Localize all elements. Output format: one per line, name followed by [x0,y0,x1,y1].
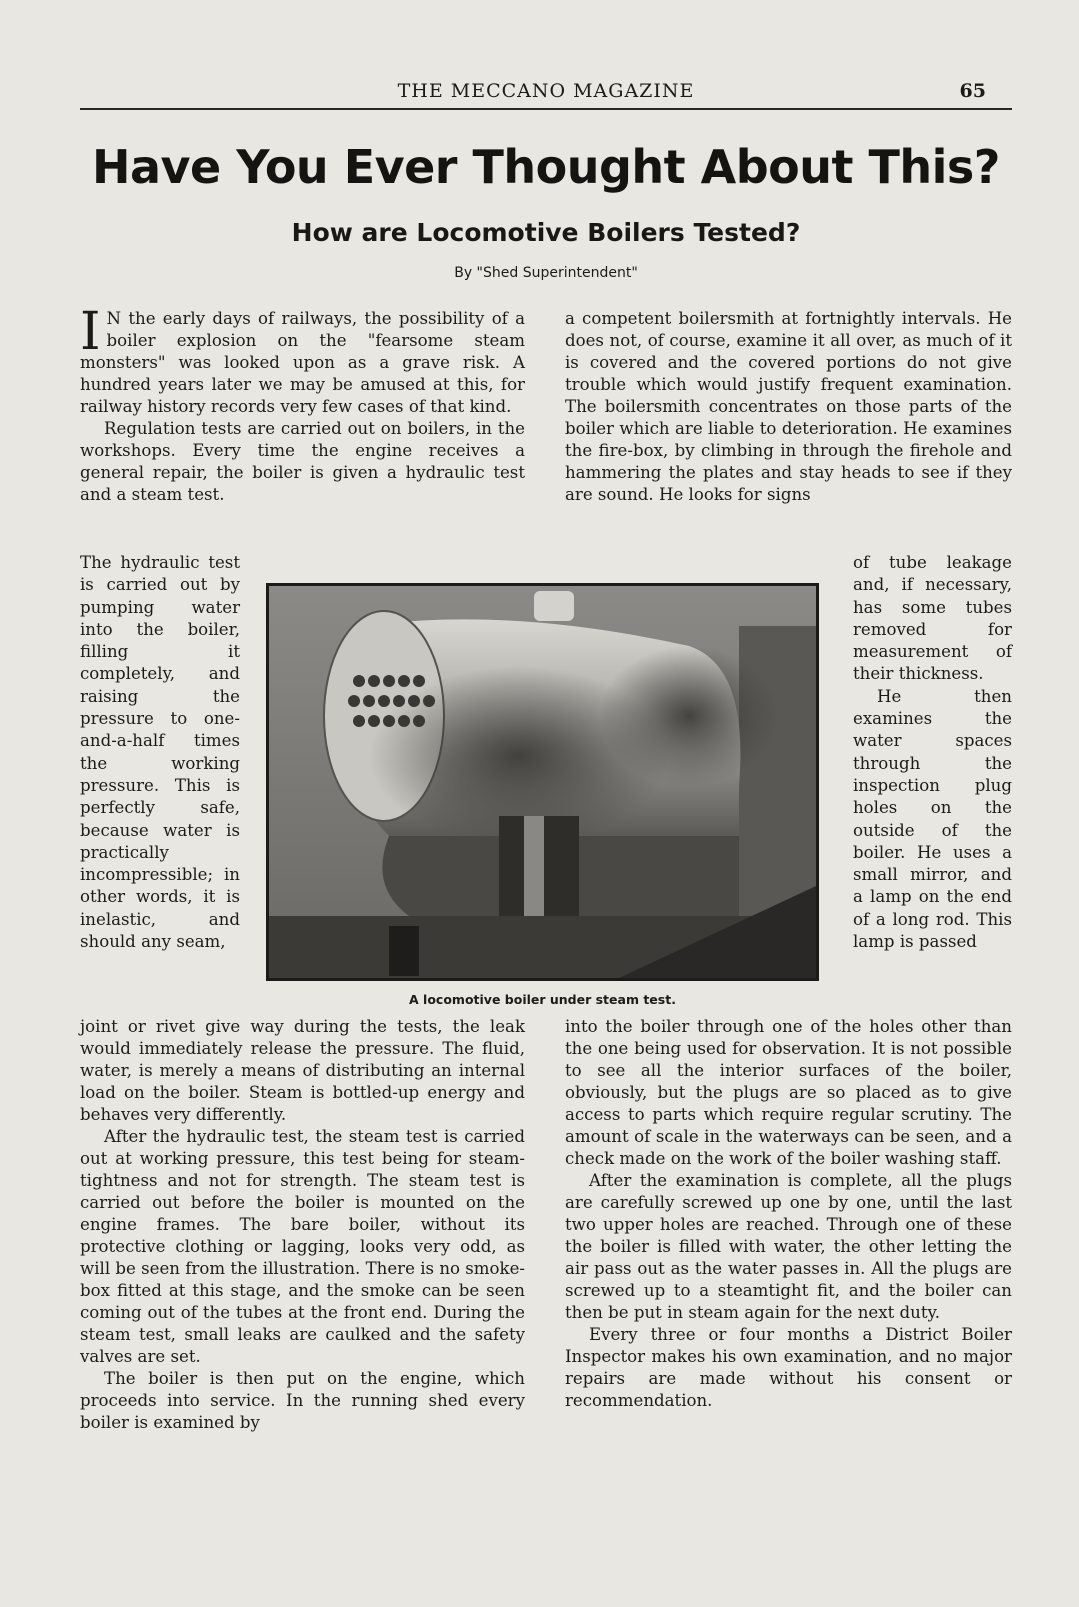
boiler-photo [266,583,819,981]
running-header [80,78,1012,110]
right-column-bottom [565,1016,1012,1412]
paragraph-text: N the early days of railways, the possibility of a boiler explosion on the "fearsome steam monsters" was looked upon as a grave risk. A hundred years later we may be amused at this, for railway history records very few cases of that kind. [80,309,525,416]
paragraph: He then examines the water spaces through the inspection plug holes on the outside of the boiler. He uses a small mirror, and a lamp on the end of a long rod. This lamp is passed [853,686,1012,952]
left-column-bottom [80,1016,525,1434]
paragraph: The boiler is then put on the engine, which proceeds into service. In the running shed every boiler is examined by [80,1369,525,1432]
drop-cap: I [80,302,101,362]
paragraph: a competent boilersmith at fortnightly intervals. He does not, of course, examine it all over, as much of it is covered and the covered portions do not give trouble which would justify frequent examination. The boilersmith concentrates on those parts of the boiler which are liable to deterioration. He examines the fire-box, by climbing in through the firehole and hammering the plates and stay heads to see if they are sound. He looks for signs [565,309,1012,504]
paragraph: into the boiler through one of the holes other than the one being used for observation. It is not possible to see all the interior surfaces of the boiler, obviously, but the plugs are so placed as to give access to parts which require regular scrutiny. The amount of scale in the waterways can be seen, and a check made on the work of the boiler washing staff. [565,1017,1012,1168]
paragraph [80,302,525,418]
paragraph: joint or rivet give way during the tests, the leak would immediately release the pressure. The fluid, water, is merely a means of distributing an internal load on the boiler. Steam is bottled-up energy and behaves very differently. [80,1017,525,1124]
paragraph: After the hydraulic test, the steam test is carried out at working pressure, this test being for steam-tightness and not for strength. The steam test is carried out before the boiler is mounted on the engine frames. The bare boiler, without its protective clothing or lagging, looks very odd, as will be seen from the illustration. There is no smoke-box fitted at this stage, and the smoke can be seen coming out of the tubes at the front end. During the steam test, small leaks are caulked and the safety valves are set. [80,1127,525,1366]
paragraph: After the examination is complete, all the plugs are carefully screwed up one by one, until the last two upper holes are reached. Through one of these the boiler is filled with water, the other letting the air pass out as the water passes in. All the plugs are screwed up to a steamtight fit, and the boiler can then be put in steam again for the next duty. [565,1171,1012,1322]
paragraph: Every three or four months a District Boiler Inspector makes his own examination, and no major repairs are made without his consent or recommendation. [565,1325,1012,1410]
article-subtitle: How are Locomotive Boilers Tested? [291,218,801,247]
article-byline: By "Shed Superintendent" [454,265,638,281]
right-column-narrow [853,552,1012,953]
left-column-top [80,302,525,506]
photo-caption: A locomotive boiler under steam test. [409,992,676,1007]
left-column-narrow [80,552,240,953]
paragraph: The hydraulic test is carried out by pumping water into the boiler, filling it completely, and raising the pressure to one-and-a-half times the working pressure. This is perfectly safe, because water is practically incompressible; in other words, it is inelastic, and should any seam, [80,553,240,952]
paragraph: Regulation tests are carried out on boilers, in the workshops. Every time the engine receives a general repair, the boiler is given a hydraulic test and a steam test. [80,419,525,504]
article-title: Have You Ever Thought About This? [92,140,1000,194]
magazine-title: THE MECCANO MAGAZINE [397,80,695,102]
boiler-photo-image [269,586,816,978]
right-column-top [565,308,1012,506]
paragraph: of tube leakage and, if necessary, has some tubes removed for measurement of their thickness. [853,553,1012,684]
page-number: 65 [959,80,986,102]
